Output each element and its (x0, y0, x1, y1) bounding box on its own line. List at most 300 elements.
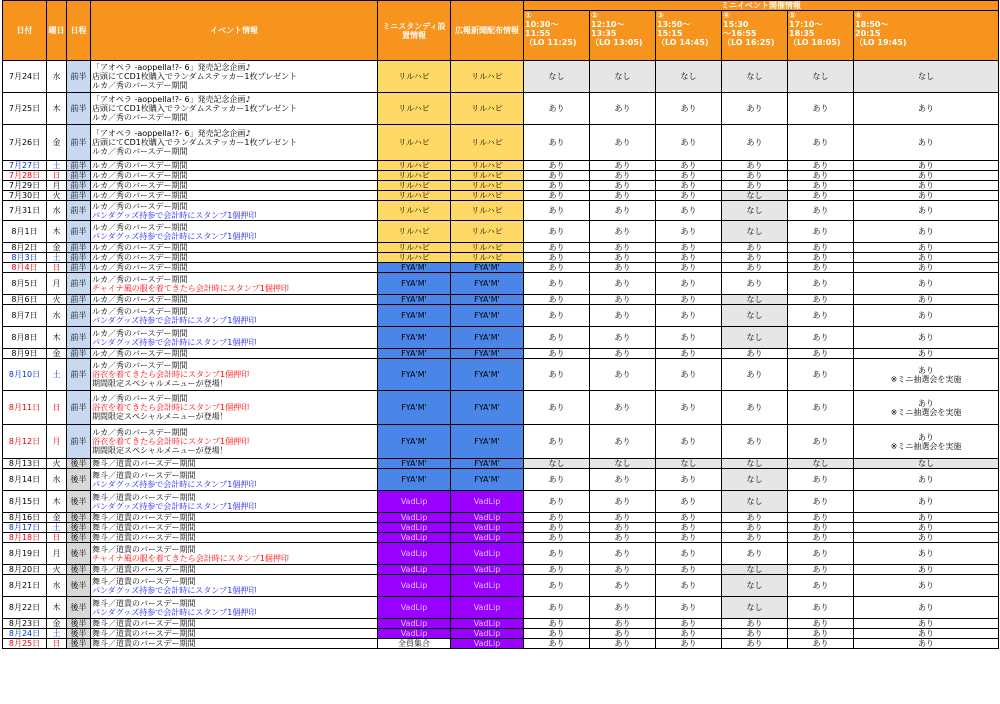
slot-cell-5 (788, 253, 854, 263)
dow-cell: 水 (47, 201, 67, 221)
dow-cell: 日 (47, 263, 67, 273)
event-cell (91, 391, 378, 425)
slot-value: あり (614, 475, 631, 484)
stand-cell: FYA'M' (378, 273, 451, 295)
newspaper-cell: リルハピ (451, 201, 524, 221)
stand-cell: リルハピ (378, 171, 451, 181)
event-line: 舞斗／道貴のバースデー期間 (92, 639, 196, 648)
slot-cell-5 (788, 263, 854, 273)
slot-cell-3 (656, 533, 722, 543)
slot-value: あり (812, 629, 829, 638)
slot-cell-6 (854, 263, 999, 273)
schedule-cell: 前半 (67, 253, 91, 263)
slot-cell-3 (656, 61, 722, 93)
table-row (3, 61, 999, 93)
stand-cell: VadLip (378, 575, 451, 597)
slot-cell-3 (656, 93, 722, 125)
slot-value: あり (812, 370, 829, 379)
event-line: 店頭にてCD1枚購入でランダムステッカー1枚プレゼント (92, 72, 298, 81)
slot-label-line: 13:50～ (657, 20, 691, 29)
slot-value: あり (614, 191, 631, 200)
slot-cell-1 (524, 639, 590, 649)
slot-value: あり (548, 243, 565, 252)
slot-cell-5 (788, 295, 854, 305)
schedule-cell: 後半 (67, 597, 91, 619)
event-line: 舞斗／道貴のバースデー期間 (92, 523, 196, 532)
event-line: 店頭にてCD1枚購入でランダムステッカー1枚プレゼント (92, 138, 298, 147)
slot-value: あり (746, 513, 763, 522)
date-cell: 8月21日 (3, 575, 47, 597)
table-row (3, 523, 999, 533)
date-cell: 8月13日 (3, 459, 47, 469)
event-line: ルカ／秀のバースデー期間 (92, 181, 188, 190)
slot-cell-2 (590, 359, 656, 391)
event-line: チャイナ風の服を着てきたら会計時にスタンプ1個押印 (92, 283, 289, 293)
slot-cell-6 (854, 61, 999, 93)
date-cell: 7月26日 (3, 125, 47, 161)
slot-label-line: ② (591, 11, 598, 20)
dow-cell: 日 (47, 391, 67, 425)
event-line: 「アオペラ -aoppella!?- 6」発売記念企画♪ (92, 95, 251, 104)
slot-value: あり (680, 191, 697, 200)
slot-value: あり (812, 639, 829, 648)
slot-value: あり (680, 603, 697, 612)
slot-cell-4 (722, 565, 788, 575)
event-line: 舞斗／道貴のバースデー期間 (92, 629, 196, 638)
slot-value: あり (812, 513, 829, 522)
table-row (3, 575, 999, 597)
newspaper-cell: VadLip (451, 543, 524, 565)
event-line: 舞斗／道貴のバースデー期間 (92, 533, 196, 542)
slot-value: あり (918, 279, 935, 288)
slot-value: あり (812, 161, 829, 170)
dow-cell: 金 (47, 513, 67, 523)
slot-value: あり (746, 639, 763, 648)
schedule-cell: 前半 (67, 273, 91, 295)
slot-value: あり (812, 253, 829, 262)
slot-value: あり (614, 437, 631, 446)
newspaper-cell: VadLip (451, 533, 524, 543)
dow-cell: 金 (47, 125, 67, 161)
slot-cell-6 (854, 191, 999, 201)
slot-cell-6 (854, 171, 999, 181)
event-cell (91, 305, 378, 327)
slot-value: あり (548, 533, 565, 542)
date-cell: 8月17日 (3, 523, 47, 533)
slot-cell-3 (656, 513, 722, 523)
date-cell: 8月10日 (3, 359, 47, 391)
dow-cell: 日 (47, 639, 67, 649)
slot-cell-3 (656, 359, 722, 391)
slot-value: あり (548, 104, 565, 113)
slot-cell-1 (524, 523, 590, 533)
slot-cell-2 (590, 543, 656, 565)
slot-cell-5 (788, 349, 854, 359)
event-line: ルカ／秀のバースデー期間 (92, 253, 188, 262)
slot-cell-1 (524, 629, 590, 639)
slot-value: あり (918, 243, 935, 252)
slot-cell-1 (524, 327, 590, 349)
slot-value: あり (812, 227, 829, 236)
event-cell (91, 327, 378, 349)
slot-cell-2 (590, 171, 656, 181)
stand-cell: 全員集合 (378, 639, 451, 649)
slot-value: あり (548, 161, 565, 170)
date-cell: 8月5日 (3, 273, 47, 295)
event-cell (91, 543, 378, 565)
slot-cell-2 (590, 533, 656, 543)
stand-cell: リルハピ (378, 221, 451, 243)
slot-value: あり (680, 253, 697, 262)
slot-cell-5 (788, 575, 854, 597)
slot-cell-1 (524, 425, 590, 459)
slot-cell-1 (524, 391, 590, 425)
slot-value: あり (812, 171, 829, 180)
slot-value: なし (746, 311, 763, 320)
slot-cell-2 (590, 181, 656, 191)
table-row (3, 597, 999, 619)
slot-value: あり (680, 639, 697, 648)
slot-value: ※ミニ抽選会を実施 (890, 374, 962, 384)
slot-cell-2 (590, 619, 656, 629)
table-row (3, 305, 999, 327)
slot-value: あり (680, 403, 697, 412)
stand-cell: リルハピ (378, 253, 451, 263)
event-line: ルカ／秀のバースデー期間 (92, 361, 188, 370)
slot-cell-1 (524, 125, 590, 161)
table-row (3, 125, 999, 161)
slot-value: あり (548, 629, 565, 638)
schedule-cell: 後半 (67, 629, 91, 639)
slot-value: あり (614, 629, 631, 638)
schedule-cell: 後半 (67, 469, 91, 491)
event-cell (91, 359, 378, 391)
event-line: ルカ／秀のバースデー期間 (92, 328, 188, 338)
header-slot-5 (788, 11, 854, 61)
slot-cell-4 (722, 639, 788, 649)
event-line: ルカ／秀のバースデー期間 (92, 171, 188, 180)
schedule-cell: 前半 (67, 327, 91, 349)
header-mini-event: ミニイベント開催情報 (524, 1, 999, 11)
slot-value: あり (812, 104, 829, 113)
event-cell (91, 459, 378, 469)
slot-cell-2 (590, 459, 656, 469)
stand-cell: FYA'M' (378, 327, 451, 349)
slot-value: あり (680, 333, 697, 342)
slot-cell-5 (788, 125, 854, 161)
slot-value: あり (614, 243, 631, 252)
slot-value: なし (746, 191, 763, 200)
slot-cell-2 (590, 161, 656, 171)
event-line: パンダグッズ持参で会計時にスタンプ1個押印 (92, 607, 257, 617)
slot-cell-2 (590, 469, 656, 491)
slot-value: あり (680, 171, 697, 180)
slot-cell-2 (590, 597, 656, 619)
slot-cell-5 (788, 543, 854, 565)
slot-cell-1 (524, 513, 590, 523)
date-cell: 8月25日 (3, 639, 47, 649)
slot-cell-2 (590, 61, 656, 93)
slot-value: あり (614, 279, 631, 288)
event-line: 浴衣を着てきたら会計時にスタンプ1個押印 (92, 437, 250, 446)
stand-cell: VadLip (378, 629, 451, 639)
stand-cell: FYA'M' (378, 359, 451, 391)
slot-cell-3 (656, 425, 722, 459)
slot-cell-6 (854, 523, 999, 533)
slot-value: あり (680, 370, 697, 379)
slot-cell-5 (788, 93, 854, 125)
slot-cell-3 (656, 221, 722, 243)
slot-value: あり (918, 513, 935, 522)
date-cell: 8月16日 (3, 513, 47, 523)
header-slot-6 (854, 11, 999, 61)
slot-value: あり (918, 333, 935, 342)
slot-value: あり (548, 206, 565, 215)
table-row (3, 425, 999, 459)
table-row (3, 171, 999, 181)
slot-cell-1 (524, 221, 590, 243)
slot-cell-4 (722, 533, 788, 543)
event-cell (91, 191, 378, 201)
slot-cell-1 (524, 191, 590, 201)
slot-cell-3 (656, 171, 722, 181)
stand-cell: リルハピ (378, 161, 451, 171)
slot-value: あり (680, 104, 697, 113)
dow-cell: 月 (47, 425, 67, 459)
slot-value: あり (548, 619, 565, 628)
header-stand: ミニスタンディ設置情報 (378, 1, 451, 61)
slot-value: あり (548, 497, 565, 506)
slot-cell-4 (722, 349, 788, 359)
stand-cell: VadLip (378, 513, 451, 523)
slot-cell-4 (722, 305, 788, 327)
schedule-cell: 前半 (67, 93, 91, 125)
schedule-cell: 前半 (67, 125, 91, 161)
slot-cell-3 (656, 305, 722, 327)
dow-cell: 木 (47, 221, 67, 243)
table-row (3, 191, 999, 201)
event-line: 舞斗／道貴のバースデー期間 (92, 513, 196, 522)
date-cell: 8月15日 (3, 491, 47, 513)
newspaper-cell: FYA'M' (451, 459, 524, 469)
table-row (3, 619, 999, 629)
stand-cell: FYA'M' (378, 459, 451, 469)
slot-value: あり (548, 403, 565, 412)
slot-value: あり (680, 533, 697, 542)
slot-value: なし (746, 581, 763, 590)
slot-value: あり (548, 253, 565, 262)
event-line: ルカ／秀のバースデー期間 (92, 222, 188, 232)
newspaper-cell: VadLip (451, 629, 524, 639)
slot-value: あり (680, 138, 697, 147)
dow-cell: 火 (47, 459, 67, 469)
event-line: 浴衣を着てきたら会計時にスタンプ1個押印 (92, 370, 250, 379)
slot-cell-4 (722, 221, 788, 243)
slot-cell-4 (722, 327, 788, 349)
slot-value: あり (614, 206, 631, 215)
date-cell: 8月22日 (3, 597, 47, 619)
slot-value: あり (548, 191, 565, 200)
event-line: パンダグッズ持参で会計時にスタンプ1個押印 (92, 585, 257, 595)
table-row (3, 543, 999, 565)
event-line: 期間限定スペシャルメニューが登場！ (92, 446, 228, 455)
slot-value: あり (918, 603, 935, 612)
slot-value: あり (812, 549, 829, 558)
schedule-cell: 前半 (67, 181, 91, 191)
slot-label-line: 12:10～ (591, 20, 625, 29)
slot-cell-4 (722, 459, 788, 469)
slot-value: あり (680, 497, 697, 506)
slot-cell-6 (854, 619, 999, 629)
dow-cell: 水 (47, 305, 67, 327)
slot-value: あり (918, 253, 935, 262)
slot-cell-4 (722, 543, 788, 565)
slot-cell-2 (590, 295, 656, 305)
slot-value: あり (680, 523, 697, 532)
slot-value: あり (918, 639, 935, 648)
slot-cell-6 (854, 93, 999, 125)
slot-cell-2 (590, 305, 656, 327)
slot-cell-2 (590, 391, 656, 425)
slot-value: あり (918, 171, 935, 180)
slot-cell-2 (590, 243, 656, 253)
slot-cell-4 (722, 469, 788, 491)
event-cell (91, 273, 378, 295)
slot-cell-6 (854, 305, 999, 327)
slot-value: あり (918, 533, 935, 542)
event-line: チャイナ風の服を着てきたら会計時にスタンプ1個押印 (92, 553, 289, 563)
event-line: パンダグッズ持参で会計時にスタンプ1個押印 (92, 210, 257, 220)
table-row (3, 295, 999, 305)
slot-label-line: （LO 19:45) (855, 38, 907, 47)
date-cell: 7月27日 (3, 161, 47, 171)
schedule-cell: 前半 (67, 359, 91, 391)
slot-cell-5 (788, 491, 854, 513)
table-row (3, 391, 999, 425)
slot-value: あり (614, 263, 631, 272)
newspaper-cell: VadLip (451, 575, 524, 597)
date-cell: 7月24日 (3, 61, 47, 93)
schedule-cell: 前半 (67, 349, 91, 359)
schedule-cell: 後半 (67, 491, 91, 513)
slot-value: あり (812, 619, 829, 628)
schedule-cell: 前半 (67, 221, 91, 243)
schedule-cell: 前半 (67, 263, 91, 273)
event-cell (91, 619, 378, 629)
event-cell (91, 161, 378, 171)
header-date: 日付 (3, 1, 47, 61)
newspaper-cell: FYA'M' (451, 295, 524, 305)
table-row (3, 629, 999, 639)
slot-value: あり (614, 311, 631, 320)
slot-cell-3 (656, 243, 722, 253)
event-line: パンダグッズ持参で会計時にスタンプ1個押印 (92, 479, 257, 489)
slot-value: あり (614, 603, 631, 612)
slot-value: あり (614, 227, 631, 236)
slot-value: あり (918, 349, 935, 358)
table-row (3, 221, 999, 243)
slot-cell-2 (590, 513, 656, 523)
slot-value: あり (548, 475, 565, 484)
event-line: パンダグッズ持参で会計時にスタンプ1個押印 (92, 337, 257, 347)
dow-cell: 木 (47, 597, 67, 619)
dow-cell: 木 (47, 491, 67, 513)
slot-value: あり (614, 161, 631, 170)
date-cell: 7月28日 (3, 171, 47, 181)
event-cell (91, 125, 378, 161)
slot-cell-3 (656, 253, 722, 263)
event-cell (91, 523, 378, 533)
slot-cell-4 (722, 523, 788, 533)
slot-cell-5 (788, 305, 854, 327)
slot-cell-3 (656, 619, 722, 629)
slot-cell-3 (656, 295, 722, 305)
dow-cell: 火 (47, 295, 67, 305)
event-line: パンダグッズ持参で会計時にスタンプ1個押印 (92, 501, 257, 511)
slot-cell-4 (722, 263, 788, 273)
slot-value: あり (680, 243, 697, 252)
slot-cell-4 (722, 575, 788, 597)
slot-value: あり (746, 181, 763, 190)
slot-cell-2 (590, 491, 656, 513)
slot-value: あり (680, 629, 697, 638)
slot-cell-3 (656, 201, 722, 221)
event-line: ルカ／秀のバースデー期間 (92, 274, 188, 284)
event-cell (91, 469, 378, 491)
slot-value: あり (614, 513, 631, 522)
schedule-cell: 後半 (67, 523, 91, 533)
slot-cell-1 (524, 295, 590, 305)
slot-value: あり (812, 497, 829, 506)
slot-cell-4 (722, 359, 788, 391)
slot-cell-2 (590, 273, 656, 295)
dow-cell: 水 (47, 61, 67, 93)
event-cell (91, 491, 378, 513)
slot-cell-1 (524, 565, 590, 575)
header-slot-2 (590, 11, 656, 61)
slot-label-line: 13:35 (591, 29, 617, 38)
slot-cell-2 (590, 639, 656, 649)
dow-cell: 土 (47, 629, 67, 639)
slot-cell-3 (656, 469, 722, 491)
newspaper-cell: VadLip (451, 513, 524, 523)
stand-cell: FYA'M' (378, 391, 451, 425)
table-row (3, 243, 999, 253)
slot-value: あり (812, 437, 829, 446)
date-cell: 8月12日 (3, 425, 47, 459)
slot-cell-4 (722, 61, 788, 93)
event-line: 舞斗／道貴のバースデー期間 (92, 565, 196, 574)
newspaper-cell: リルハピ (451, 221, 524, 243)
schedule-cell: 前半 (67, 305, 91, 327)
slot-cell-5 (788, 629, 854, 639)
event-cell (91, 295, 378, 305)
slot-label-line: ④ (723, 11, 730, 20)
stand-cell: FYA'M' (378, 425, 451, 459)
date-cell: 8月14日 (3, 469, 47, 491)
slot-value: あり (614, 253, 631, 262)
stand-cell: リルハピ (378, 61, 451, 93)
event-line: 舞斗／道貴のバースデー期間 (92, 492, 196, 502)
newspaper-cell: FYA'M' (451, 327, 524, 349)
date-cell: 8月3日 (3, 253, 47, 263)
slot-value: あり (548, 181, 565, 190)
newspaper-cell: リルハピ (451, 191, 524, 201)
slot-value: あり (812, 565, 829, 574)
slot-cell-3 (656, 491, 722, 513)
slot-cell-3 (656, 327, 722, 349)
slot-cell-3 (656, 273, 722, 295)
